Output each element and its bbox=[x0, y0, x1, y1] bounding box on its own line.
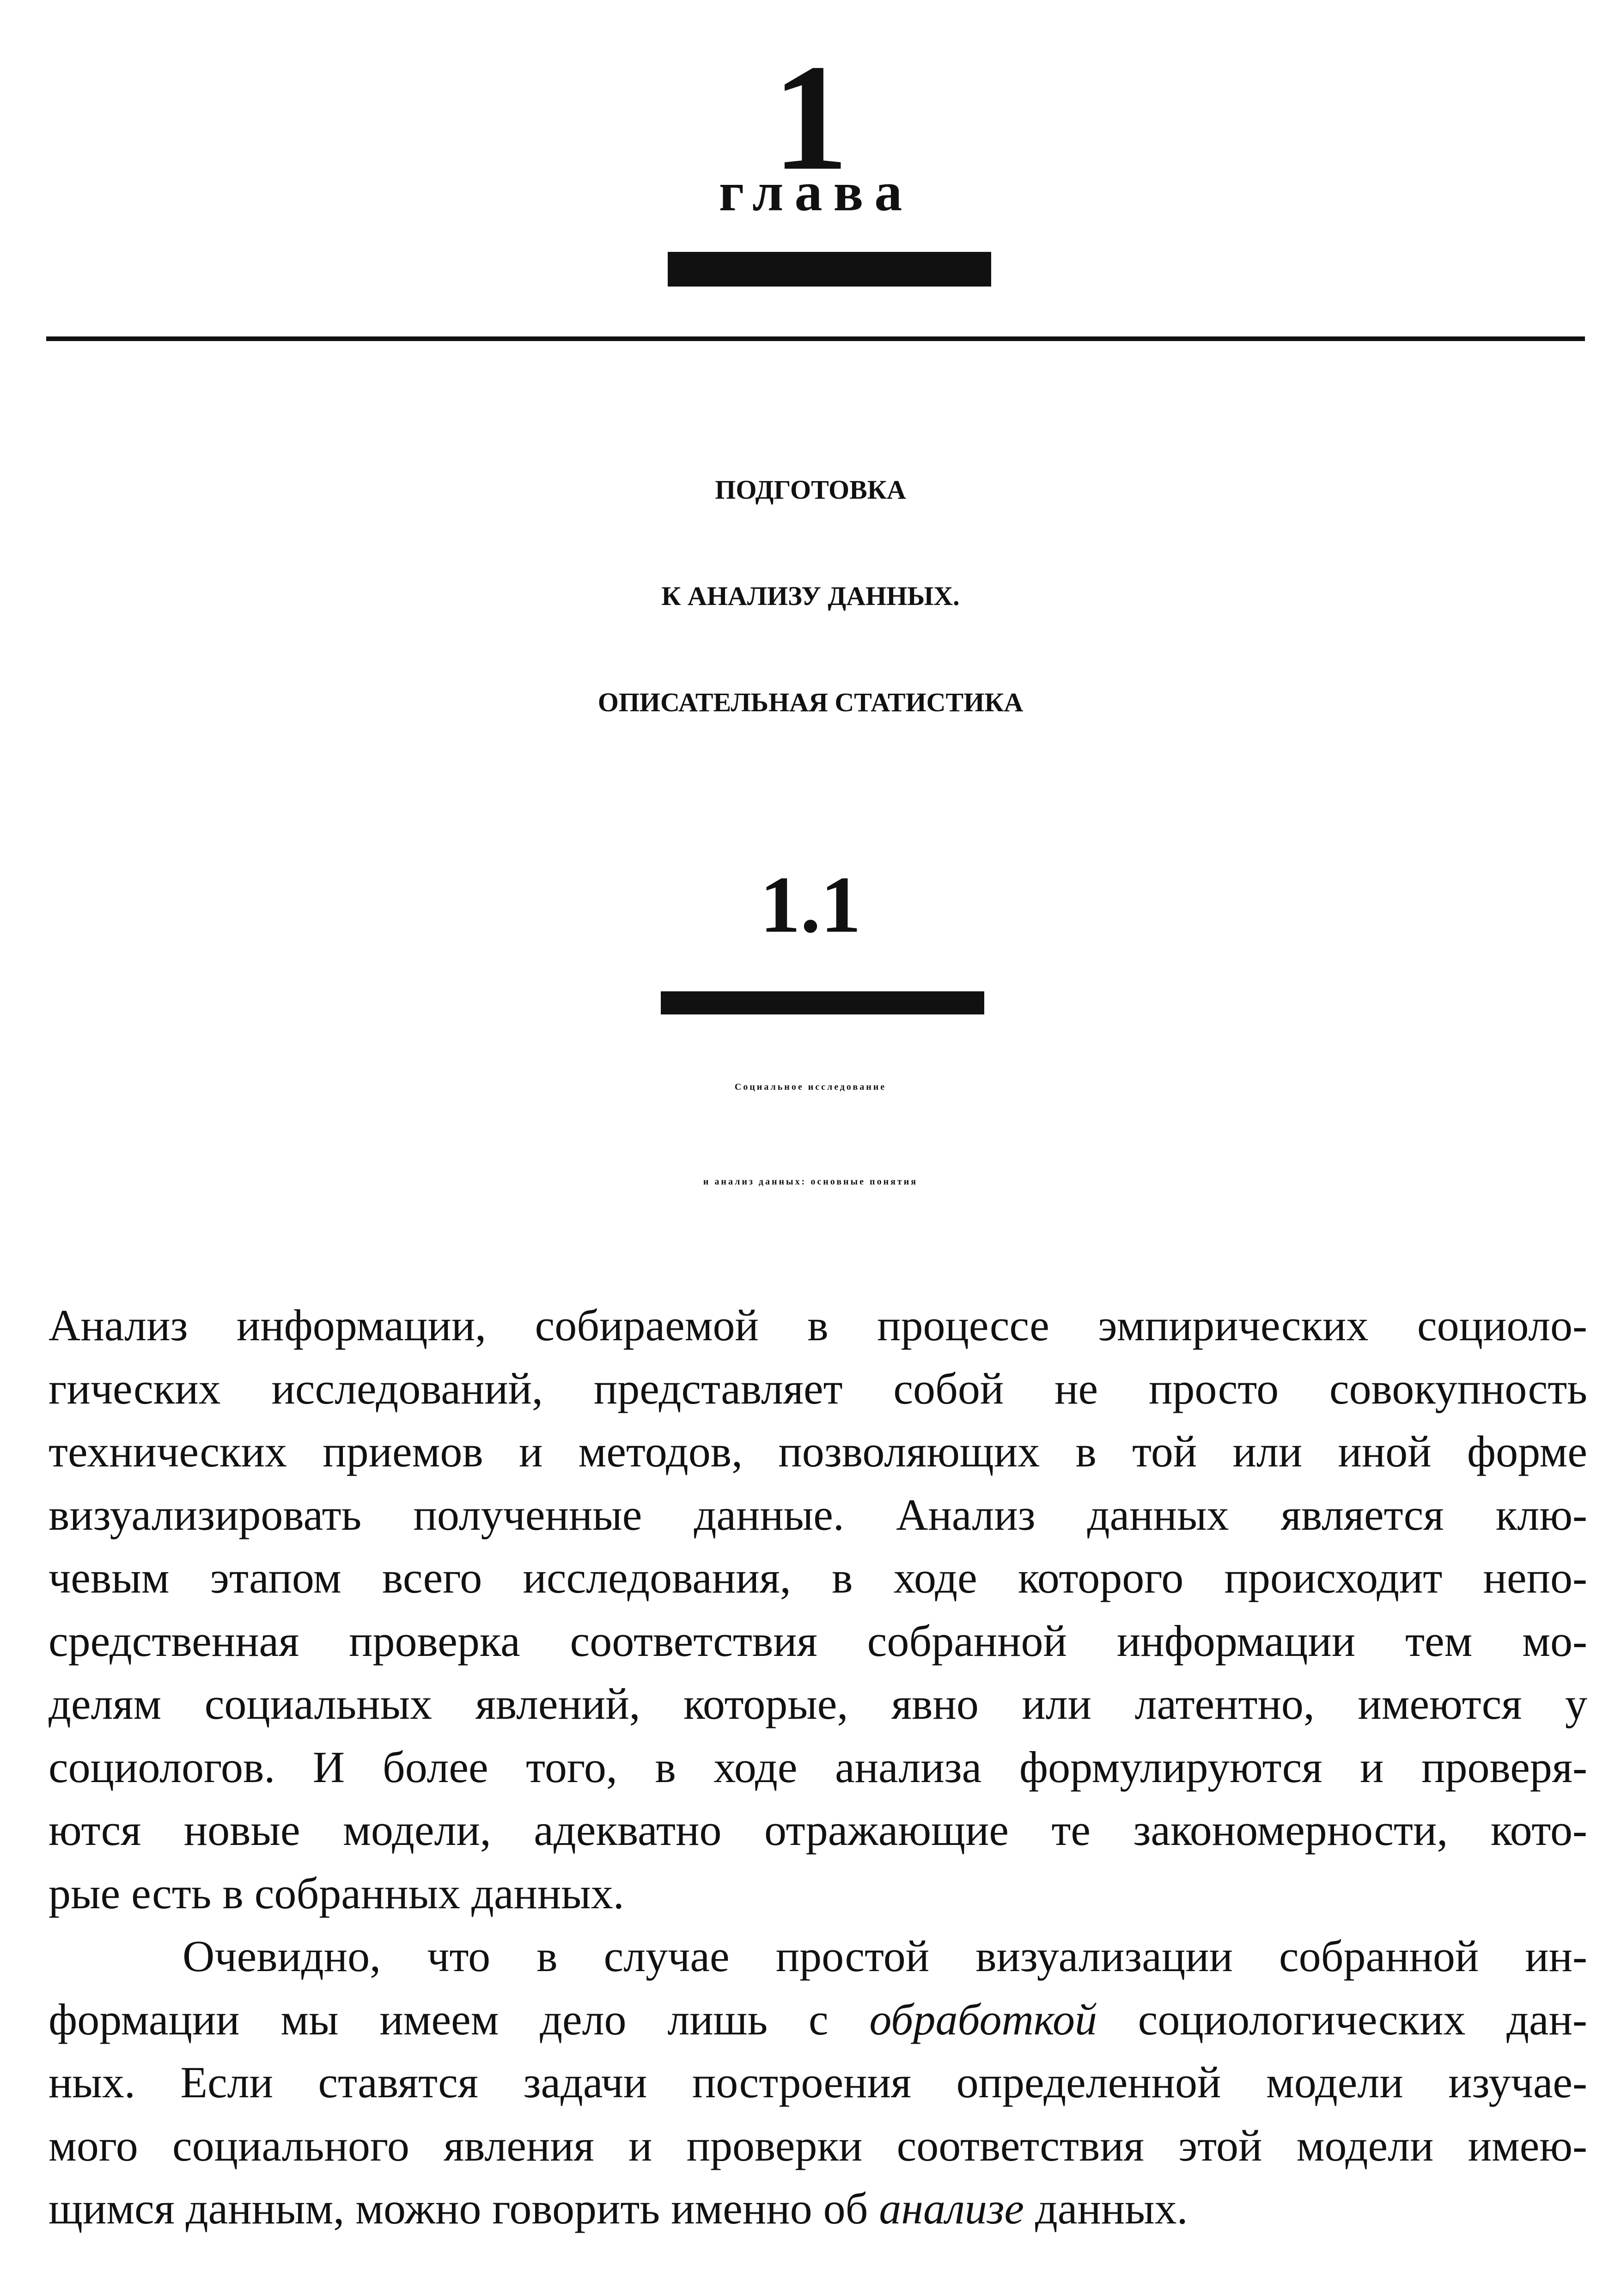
section-title-line: Социальное исследование bbox=[734, 1082, 887, 1092]
chapter-title-line: ОПИСАТЕЛЬНАЯ СТАТИСТИКА bbox=[597, 687, 1024, 717]
body-text bbox=[49, 1294, 1587, 2241]
text-run: данных. bbox=[1024, 2184, 1188, 2233]
chapter-number: 1 bbox=[772, 33, 849, 202]
chapter-title bbox=[0, 437, 1621, 756]
text-line: рые есть в собранных данных. bbox=[49, 1868, 624, 1918]
chapter-bar-decoration bbox=[668, 252, 991, 287]
text-run: щимся данным, можно говорить именно об bbox=[49, 2184, 879, 2233]
paragraph-2 bbox=[49, 1925, 1587, 2241]
section-bar-decoration bbox=[661, 991, 984, 1014]
emphasis-text: анализе bbox=[879, 2184, 1024, 2233]
text-line: гических исследований, представляет собой не просто совокупность bbox=[49, 1363, 1587, 1413]
text-line: мого социального явления и проверки соответствия этой модели имею- bbox=[49, 2120, 1587, 2170]
text-line: Анализ информации, собираемой в процессе эмпирических социоло- bbox=[49, 1301, 1587, 1350]
horizontal-rule bbox=[46, 336, 1585, 341]
text-line bbox=[49, 1988, 1587, 2052]
text-run: социологических дан- bbox=[1097, 1994, 1587, 2044]
text-line: чевым этапом всего исследования, в ходе которого происходит непо- bbox=[49, 1553, 1587, 1602]
text-line: визуализировать полученные данные. Анализ данных является клю- bbox=[49, 1490, 1587, 1539]
chapter-title-line: К АНАЛИЗУ ДАННЫХ. bbox=[661, 581, 960, 611]
text-line: социологов. И более того, в ходе анализа формулируются и проверя- bbox=[49, 1742, 1587, 1792]
chapter-label: глава bbox=[719, 161, 914, 222]
text-line: делям социальных явлений, которые, явно или латентно, имеются у bbox=[49, 1679, 1587, 1728]
text-line: Очевидно, что в случае простой визуализации собранной ин- bbox=[183, 1931, 1587, 1981]
chapter-title-line: ПОДГОТОВКА bbox=[715, 475, 906, 505]
section-title-line: и анализ данных: основные понятия bbox=[703, 1177, 918, 1187]
text-run: формации мы имеем дело лишь с bbox=[49, 1994, 870, 2044]
text-line: средственная проверка соответствия собранной информации тем мо- bbox=[49, 1616, 1587, 1666]
text-line bbox=[49, 2177, 1587, 2241]
text-line: технических приемов и методов, позволяющих в той или иной форме bbox=[49, 1427, 1587, 1476]
text-line: ных. Если ставятся задачи построения определенной модели изучае- bbox=[49, 2058, 1587, 2107]
text-line: ются новые модели, адекватно отражающие те закономерности, кото- bbox=[49, 1805, 1587, 1855]
section-title bbox=[0, 1040, 1621, 1229]
section-number: 1.1 bbox=[760, 860, 861, 949]
emphasis-text: обработкой bbox=[869, 1994, 1097, 2044]
paragraph-1 bbox=[49, 1294, 1587, 1925]
